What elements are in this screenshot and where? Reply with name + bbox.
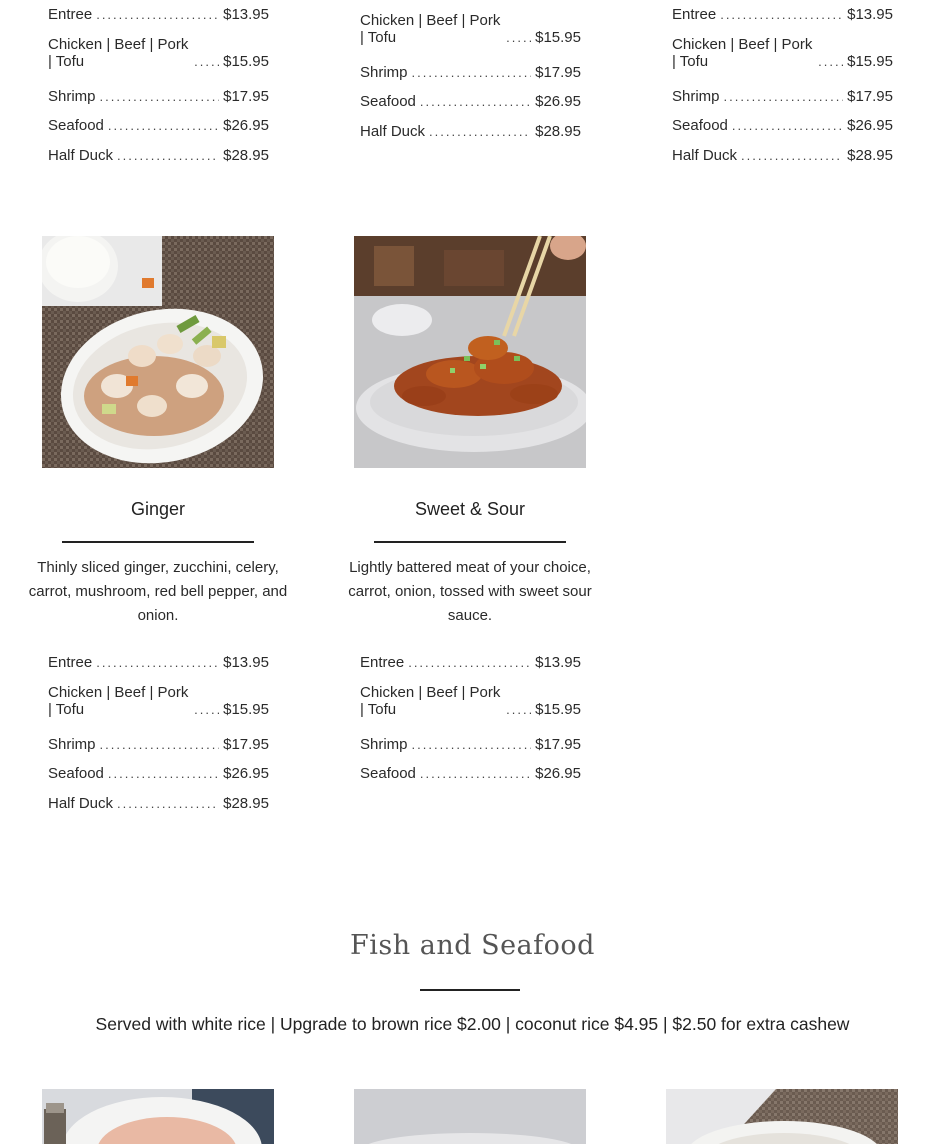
section-note-rice: Served with white rice | Upgrade to brown rice $2.00 | coconut rice $4.95 | $2.50 for extra cashew (95, 1014, 850, 1034)
price-row-shrimp: Shrimp ..... $17.95 (48, 88, 269, 105)
price-row-seafood: Seafood ..... $26.95 (672, 117, 893, 134)
price-row-shrimp: Shrimp ..... $17.95 (672, 88, 893, 105)
price-row-chicken: Chicken | Beef | Pork | Tofu ..... $15.95 (360, 12, 581, 56)
price-row-half-duck: Half Duck ..... $28.95 (672, 147, 893, 164)
price-row-seafood: Seafood ..... $26.95 (360, 765, 581, 782)
price-row-shrimp: Shrimp ..... $17.95 (48, 736, 269, 753)
price-row-seafood: Seafood ..... $26.95 (48, 117, 269, 134)
dish-title-ginger: Ginger (130, 499, 186, 519)
price-row-entree: Entree ..... $13.95 (48, 654, 269, 671)
dish-description-ginger: Thinly sliced ginger, zucchini, celery, carrot, mushroom, red bell pepper, and onion. (28, 559, 288, 624)
fish-dish-photo-2[interactable] (354, 1089, 586, 1144)
price-row-shrimp: Shrimp ..... $17.95 (360, 736, 581, 753)
price-row-half-duck: Half Duck ..... $28.95 (360, 123, 581, 140)
fish-dish-photo-1[interactable] (42, 1089, 274, 1144)
price-row-seafood: Seafood ..... $26.95 (360, 93, 581, 110)
ginger-dish-photo[interactable] (42, 236, 274, 468)
price-row-shrimp: Shrimp ..... $17.95 (360, 64, 581, 81)
section-divider (420, 989, 520, 991)
dish-description-sweet-sour: Lightly battered meat of your choice, carrot, onion, tossed with sweet sour sauce. (348, 559, 592, 624)
dish-title-sweet-sour: Sweet & Sour (414, 499, 526, 519)
dish-divider (374, 541, 566, 543)
dish-divider (62, 541, 254, 543)
price-row-entree: Entree ..... $13.95 (672, 6, 893, 23)
section-title-fish-seafood: Fish and Seafood (350, 930, 595, 961)
price-row-half-duck: Half Duck ..... $28.95 (48, 147, 269, 164)
price-row-chicken: Chicken | Beef | Pork | Tofu ..... $15.95 (360, 684, 581, 728)
price-row-entree: Entree ..... $13.95 (360, 654, 581, 671)
fish-dish-photo-3[interactable] (666, 1089, 898, 1144)
sweet-sour-dish-photo[interactable] (354, 236, 586, 468)
price-row-entree: Entree ..... $13.95 (48, 6, 269, 23)
price-row-chicken: Chicken | Beef | Pork | Tofu ..... $15.95 (48, 36, 269, 80)
price-row-seafood: Seafood ..... $26.95 (48, 765, 269, 782)
price-row-half-duck: Half Duck ..... $28.95 (48, 795, 269, 812)
price-row-chicken: Chicken | Beef | Pork | Tofu ..... $15.95 (672, 36, 893, 80)
price-row-chicken: Chicken | Beef | Pork | Tofu ..... $15.95 (48, 684, 269, 728)
